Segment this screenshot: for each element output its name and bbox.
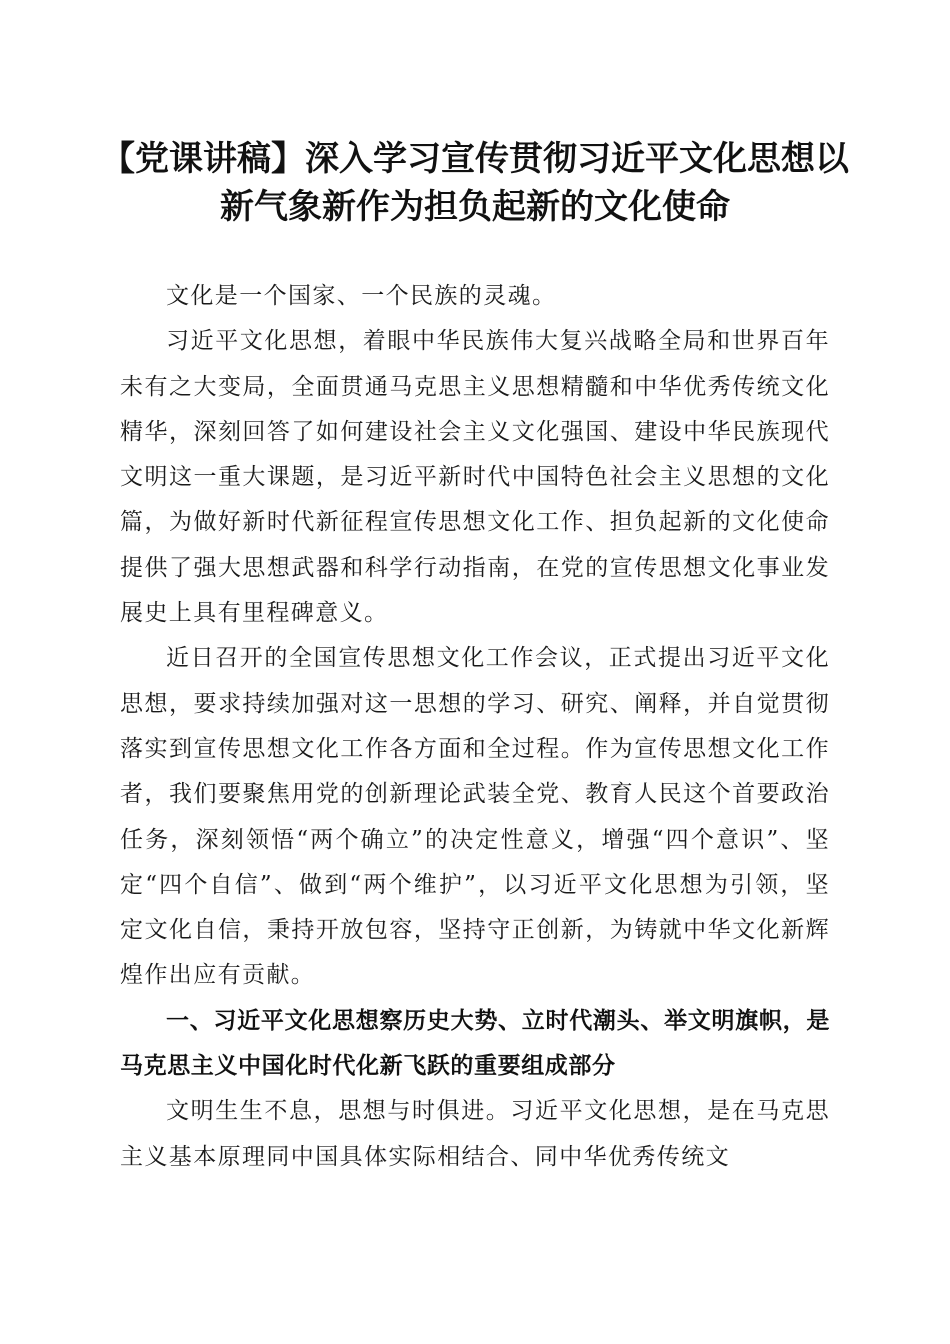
body-paragraph: 文明生生不息，思想与时俱进。习近平文化思想，是在马克思主义基本原理同中国具体实际相结合、同中华优秀传统文: [120, 1098, 830, 1170]
body-paragraph: 文化是一个国家、一个民族的灵魂。: [166, 283, 557, 309]
body-paragraph: 近日召开的全国宣传思想文化工作会议，正式提出习近平文化思想，要求持续加强对这一思想的学习、研究、阐释，并自觉贯彻落实到宣传思想文化工作各方面和全过程。作为宣传思想文化工作者，我们要聚焦用党的创新理论武装全党、教育人民这个首要政治任务，深刻领悟“两个确立”的决定性意义，增强“四个意识”、坚定“四个自信”、做到“两个维护”，以习近平文化思想为引领，坚定文化自信，秉持开放包容，坚持守正创新，为铸就中华文化新辉煌作出应有贡献。: [120, 645, 830, 989]
document-body: [120, 274, 830, 1180]
document-title: 【党课讲稿】深入学习宣传贯彻习近平文化思想以新气象新作为担负起新的文化使命: [101, 139, 849, 227]
body-paragraph: 习近平文化思想，着眼中华民族伟大复兴战略全局和世界百年未有之大变局，全面贯通马克思主义思想精髓和中华优秀传统文化精华，深刻回答了如何建设社会主义文化强国、建设中华民族现代文明这一重大课题，是习近平新时代中国特色社会主义思想的文化篇，为做好新时代新征程宣传思想文化工作、担负起新的文化使命提供了强大思想武器和科学行动指南，在党的宣传思想文化事业发展史上具有里程碑意义。: [120, 328, 830, 627]
section-heading: 一、习近平文化思想察历史大势、立时代潮头、举文明旗帜，是马克思主义中国化时代化新飞跃的重要组成部分: [120, 1007, 830, 1080]
